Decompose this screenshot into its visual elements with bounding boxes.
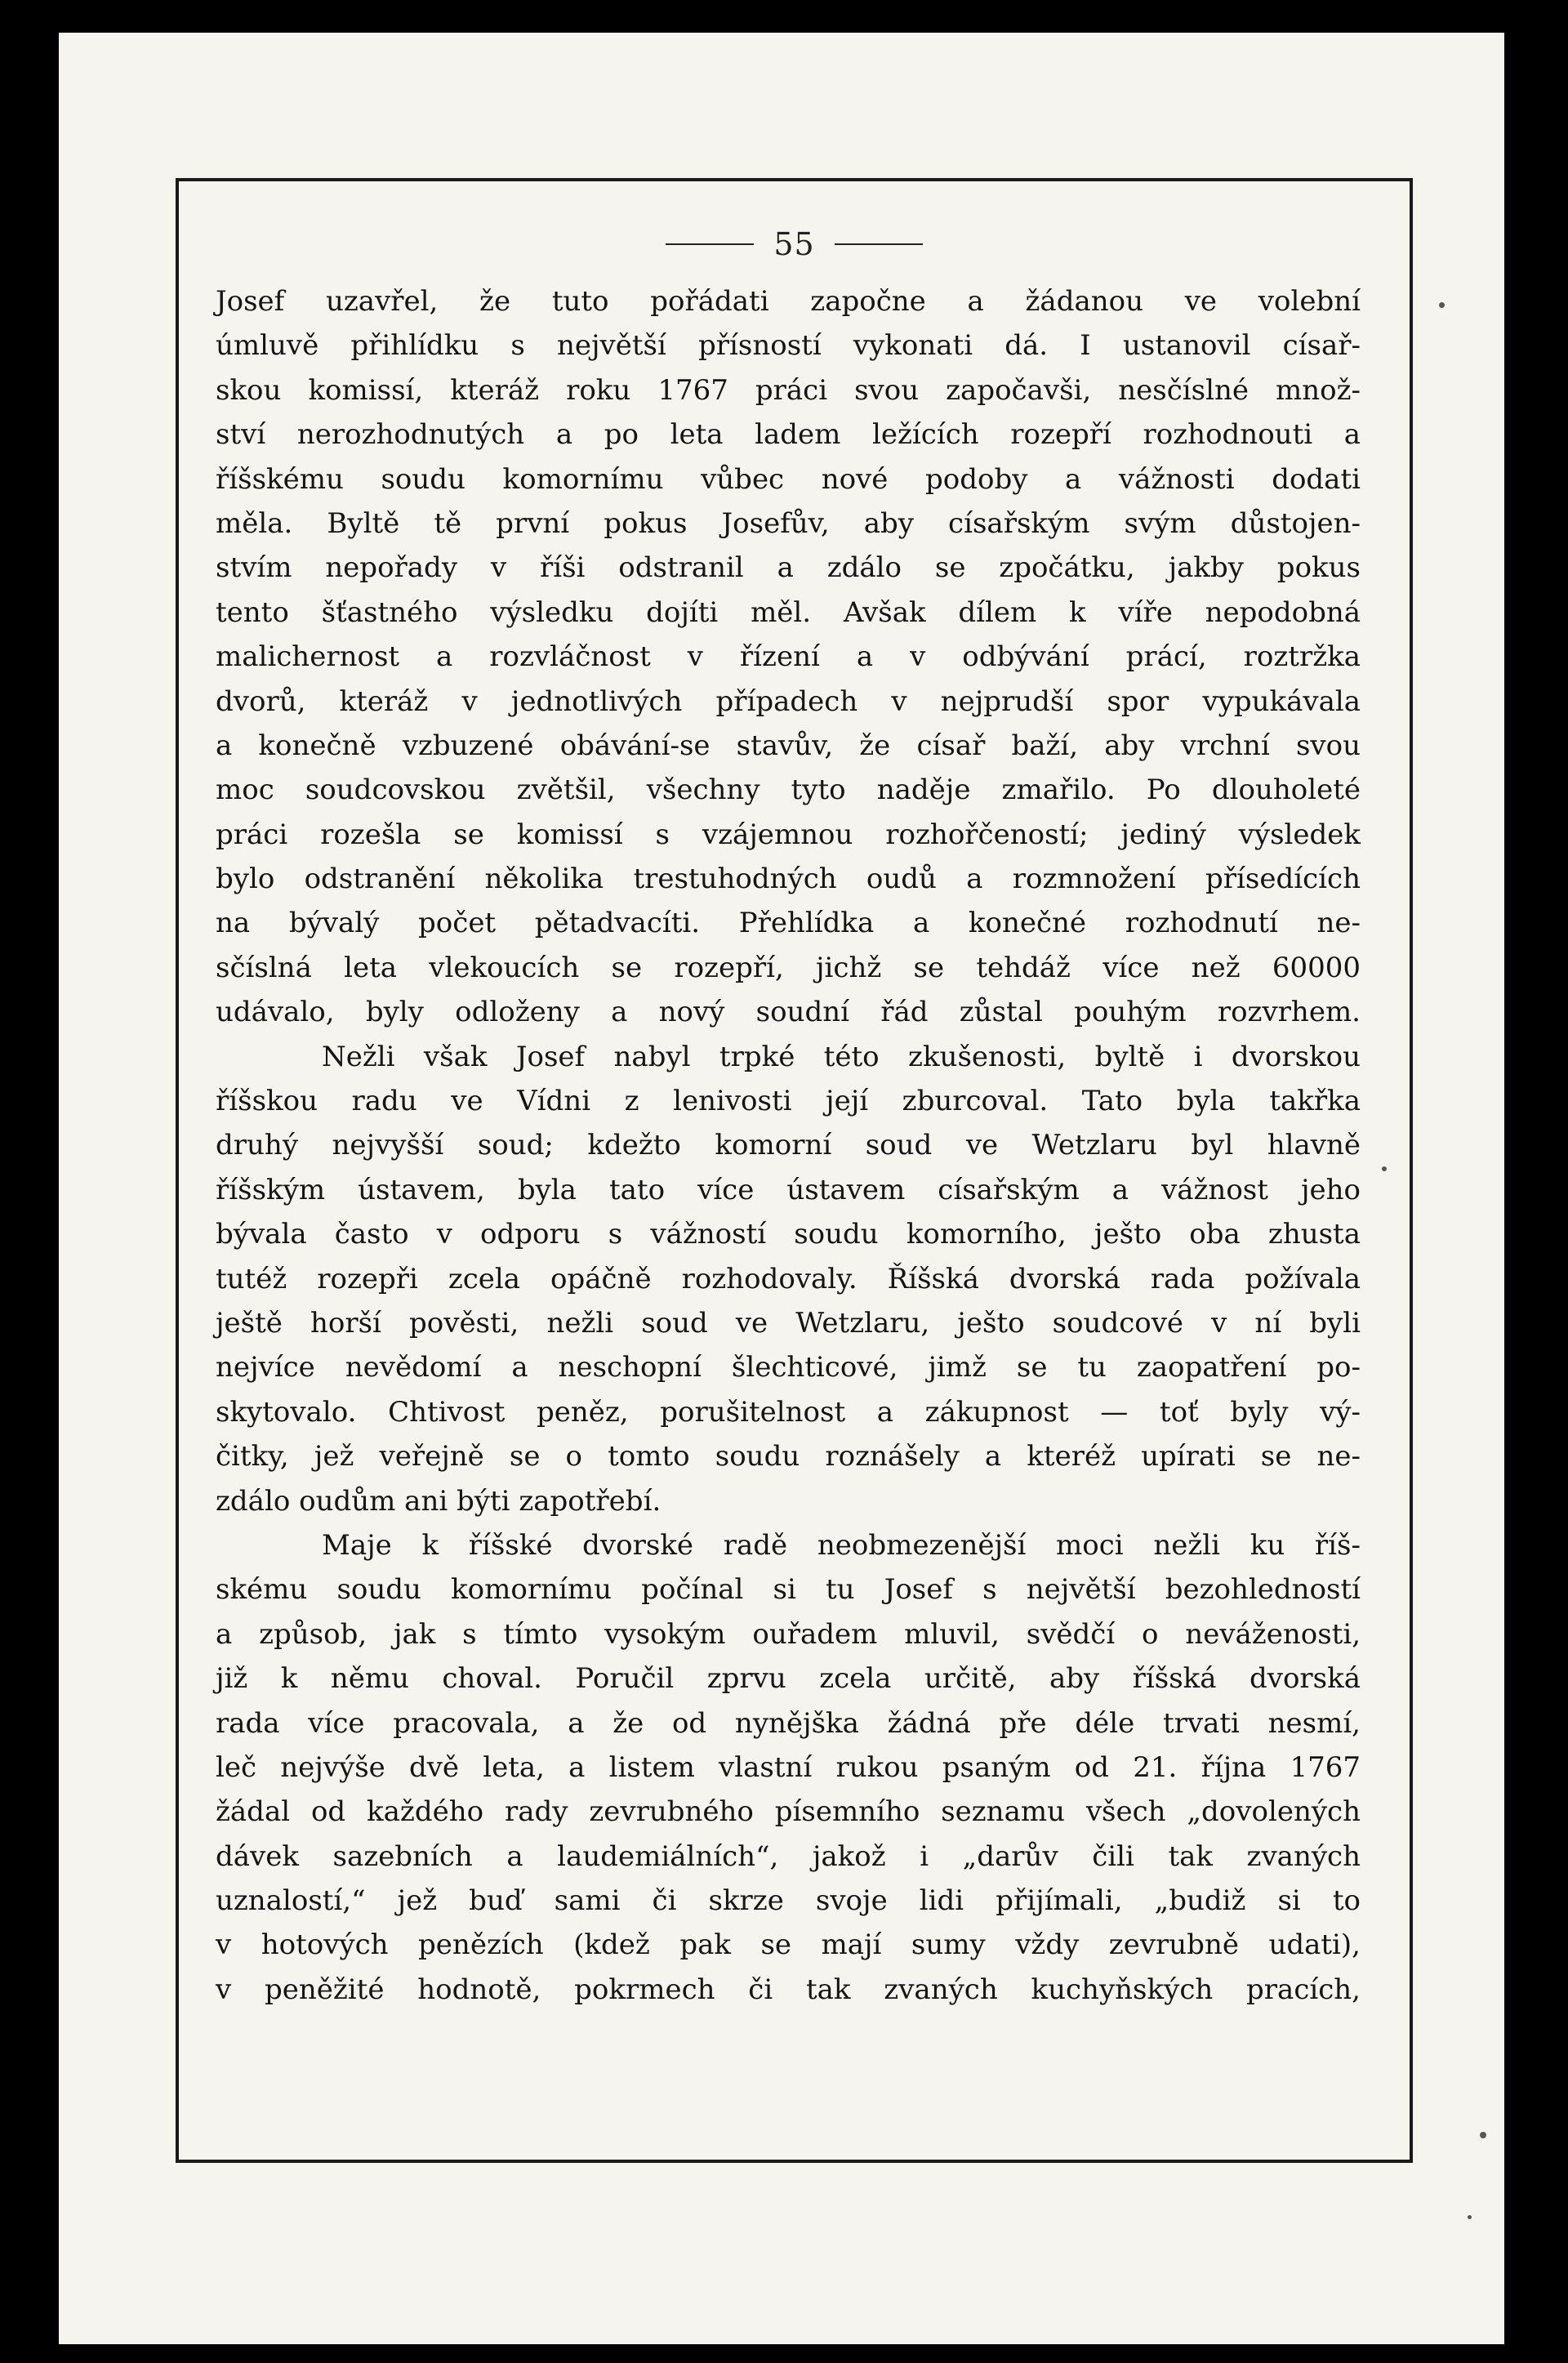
text-line: udávalo, byly odloženy a nový soudní řád zůstal pouhým rozvrhem. <box>216 996 1361 1029</box>
text-line: zdálo oudům ani býti zapotřebí. <box>216 1484 662 1518</box>
text-line: čitky, jež veřejně se o tomto soudu roznášely a kteréž upírati se ne- <box>216 1440 1361 1474</box>
text-line: práci rozešla se komissí s vzájemnou rozhořčeností; jediný výsledek <box>216 818 1361 851</box>
text-line: Josef uzavřel, že tuto pořádati započne a žádanou ve volební <box>216 285 1361 318</box>
print-speck <box>1468 2215 1472 2219</box>
print-speck <box>1439 302 1445 308</box>
page-number: 55 <box>773 226 815 262</box>
page-header <box>179 224 1410 265</box>
text-line: nejvíce nevědomí a neschopní šlechticové, jimž se tu zaopatření po- <box>216 1351 1361 1384</box>
text-line: v peněžité hodnotě, pokrmech či tak zvaných kuchyňských pracích, <box>216 1973 1361 2006</box>
text-line: dvorů, kteráž v jednotlivých případech v nejprudší spor vypukávala <box>216 684 1361 718</box>
text-line: ještě horší pověsti, nežli soud ve Wetzlaru, ješto soudcové v ní byli <box>216 1306 1361 1340</box>
text-line: moc soudcovskou zvětšil, všechny tyto naděje zmařilo. Po dlouholeté <box>216 774 1361 807</box>
text-line: tento šťastného výsledku dojíti měl. Avšak dílem k víře nepodobná <box>216 595 1361 629</box>
text-line: měla. Byltě tě první pokus Josefův, aby císařským svým důstojen- <box>216 506 1361 540</box>
text-line: skému soudu komornímu počínal si tu Josef s největší bezohledností <box>216 1573 1361 1607</box>
text-line: říšským ústavem, byla tato více ústavem císařským a vážnost jeho <box>216 1173 1361 1206</box>
text-line: malichernost a rozvláčnost v řízení a v odbývání prácí, roztržka <box>216 640 1361 674</box>
text-line: říšskému soudu komornímu vůbec nové podoby a vážnosti dodati <box>216 462 1361 496</box>
text-line: úmluvě přihlídku s největší přísností vykonati dá. I ustanovil císař- <box>216 329 1361 363</box>
text-line: bylo odstranění několika trestuhodných oudů a rozmnožení přísedících <box>216 863 1361 896</box>
text-line: říšskou radu ve Vídni z lenivosti její zburcoval. Tato byla takřka <box>216 1085 1361 1118</box>
text-line: ství nerozhodnutých a po leta ladem ležících rozepří rozhodnouti a <box>216 418 1361 452</box>
text-line: sčíslná leta vlekoucích se rozepří, jichž se tehdáž více než 60000 <box>216 951 1361 984</box>
header-rule-left <box>666 243 754 245</box>
text-line: bývala často v odporu s vážností soudu komorního, ješto oba zhusta <box>216 1218 1361 1251</box>
text-line: Maje k říšské dvorské radě neobmezenější moci nežli ku říš- <box>322 1528 1361 1562</box>
print-speck <box>1382 1166 1387 1171</box>
header-rule-right <box>835 243 923 245</box>
text-line: již k němu choval. Poručil zprvu zcela určitě, aby říšská dvorská <box>216 1662 1361 1696</box>
text-line: a způsob, jak s tímto vysokým ouřadem mluvil, svědčí o neváženosti, <box>216 1617 1361 1651</box>
text-line: skou komissí, kteráž roku 1767 práci svou započavši, nesčíslné množ- <box>216 373 1361 407</box>
text-line: Nežli však Josef nabyl trpké této zkušenosti, byltě i dvorskou <box>322 1040 1361 1073</box>
text-line: skytovalo. Chtivost peněz, porušitelnost a zákupnost — toť byly vý- <box>216 1395 1361 1429</box>
text-line: a konečně vzbuzené obávání-se stavův, že císař baží, aby vrchní svou <box>216 729 1361 762</box>
text-line: na bývalý počet pětadvacíti. Přehlídka a konečné rozhodnutí ne- <box>216 907 1361 940</box>
text-line: leč nejvýše dvě leta, a listem vlastní rukou psaným od 21. října 1767 <box>216 1750 1361 1784</box>
text-line: stvím nepořady v říši odstranil a zdálo se zpočátku, jakby pokus <box>216 551 1361 585</box>
text-line: v hotových penězích (kdež pak se mají sumy vždy zevrubně udati), <box>216 1928 1361 1962</box>
text-line: rada více pracovala, a že od nynějška žádná pře déle trvati nesmí, <box>216 1706 1361 1740</box>
body-text <box>216 279 1361 2012</box>
text-line: uznalostí,“ jež buď sami či skrze svoje lidi přijímali, „budiž si to <box>216 1884 1361 1918</box>
text-line: dávek sazebních a laudemiálních“, jakož i „darův čili tak zvaných <box>216 1839 1361 1873</box>
text-line: druhý nejvyšší soud; kdežto komorní soud ve Wetzlaru byl hlavně <box>216 1129 1361 1162</box>
book-page <box>59 33 1504 2344</box>
print-speck <box>1480 2132 1486 2138</box>
text-line: tutéž rozepři zcela opáčně rozhodovaly. Říšská dvorská rada požívala <box>216 1262 1361 1295</box>
page-frame <box>176 178 1413 2163</box>
text-line: žádal od každého rady zevrubného písemního seznamu všech „dovolených <box>216 1795 1361 1829</box>
